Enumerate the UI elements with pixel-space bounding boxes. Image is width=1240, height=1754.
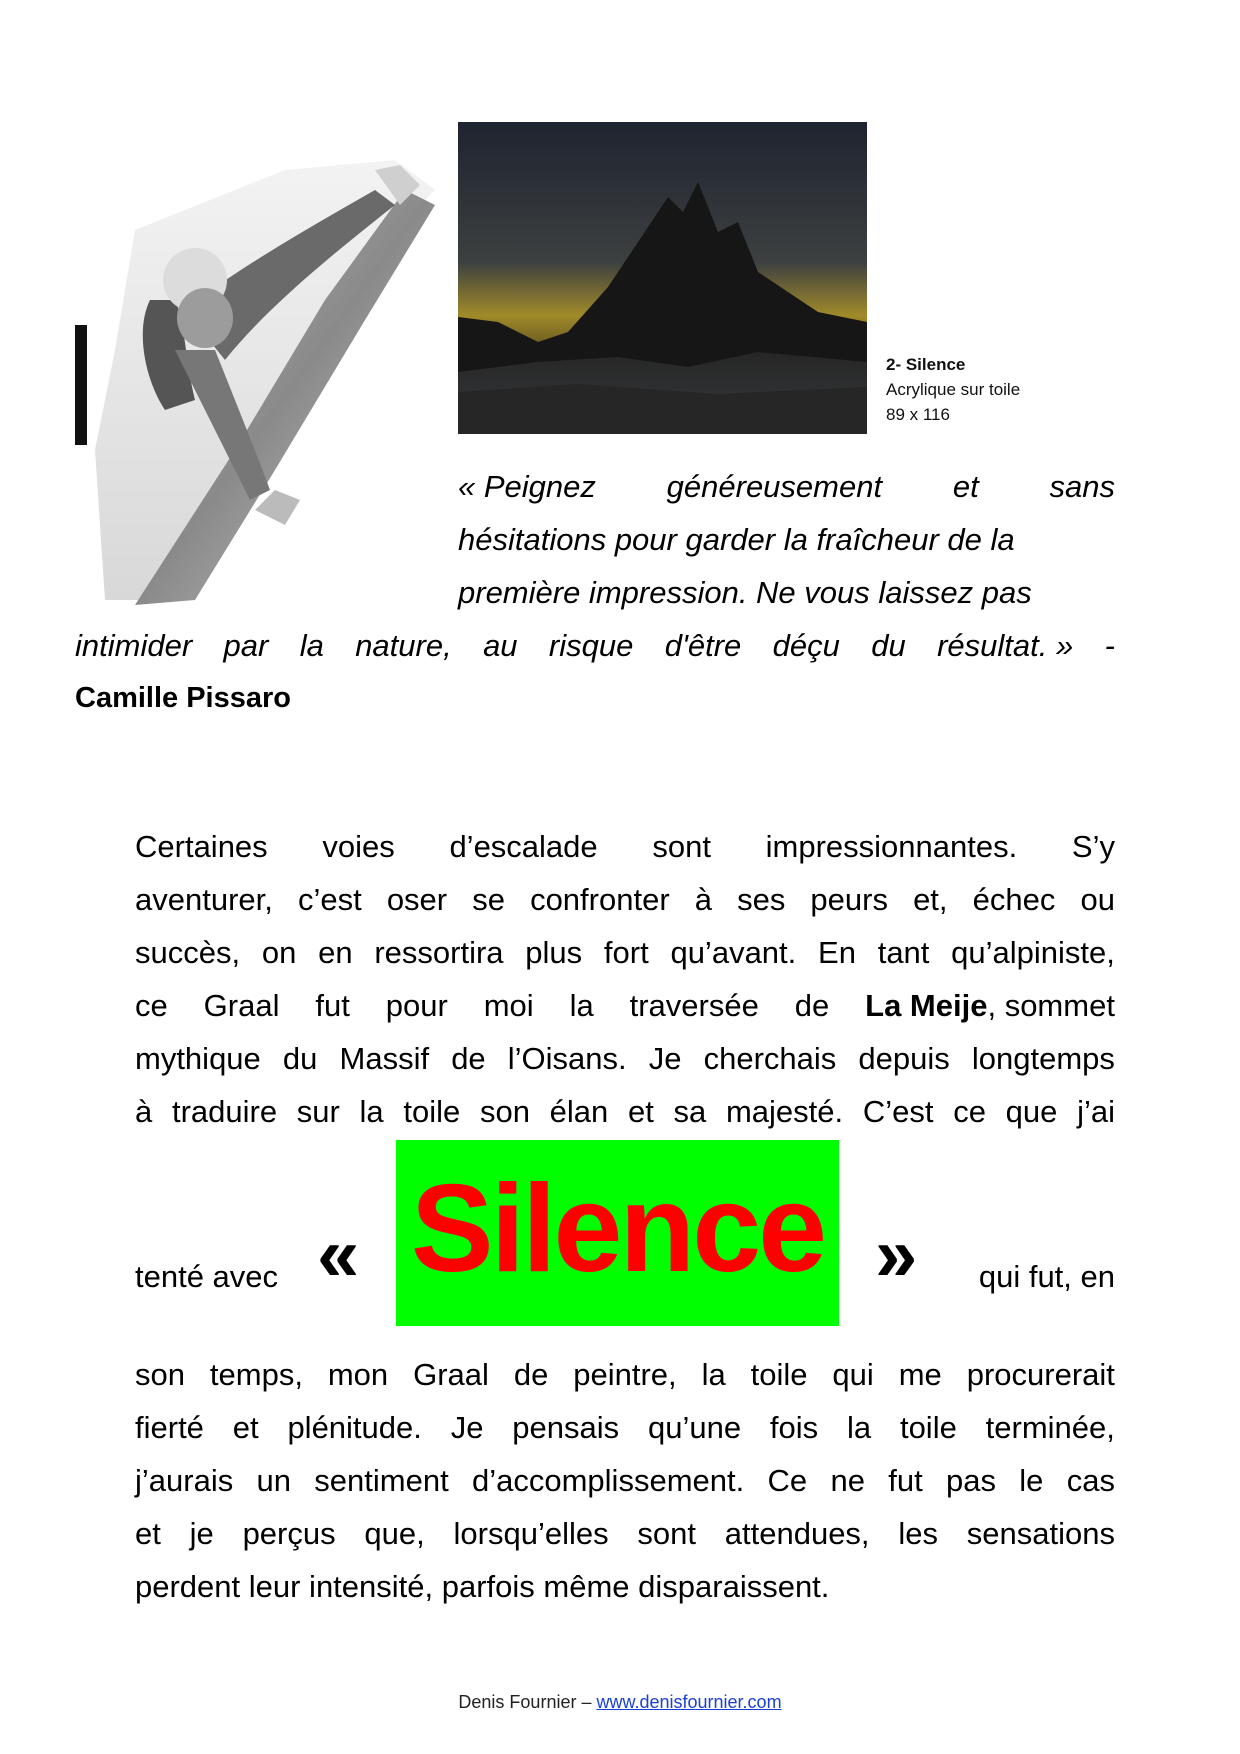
- word: et: [135, 1516, 161, 1551]
- word: qu’une: [647, 1410, 742, 1445]
- word: ou: [1080, 882, 1115, 917]
- word: d'être: [664, 628, 742, 663]
- word: qu’alpiniste,: [951, 935, 1115, 970]
- word: procurerait: [966, 1357, 1115, 1392]
- text-line: [135, 979, 1115, 1032]
- painting-caption: [886, 352, 1020, 427]
- word: et,: [913, 882, 948, 917]
- word: voies: [322, 829, 395, 864]
- quote-author: Camille Pissaro: [75, 682, 291, 714]
- word: fut: [888, 1463, 923, 1498]
- word: fut: [315, 988, 350, 1023]
- silence-line-after: qui fut, en: [978, 1259, 1115, 1294]
- caption-size: 89 x 116: [886, 405, 950, 424]
- word: c’est: [297, 882, 362, 917]
- word: toile: [750, 1357, 808, 1392]
- word: mon: [327, 1357, 389, 1392]
- word: Je: [450, 1410, 484, 1445]
- word: Massif: [339, 1041, 430, 1076]
- word: terminée,: [985, 1410, 1115, 1445]
- word: l’Oisans.: [507, 1041, 627, 1076]
- word: ce: [953, 1094, 986, 1129]
- word: pas: [946, 1463, 996, 1498]
- text-line: [135, 873, 1115, 926]
- word: de: [794, 988, 830, 1023]
- word: je: [189, 1516, 214, 1551]
- word: S’y: [1071, 829, 1115, 864]
- word: la: [701, 1357, 726, 1392]
- word: intimider: [75, 628, 193, 663]
- word: j’ai: [1077, 1094, 1115, 1129]
- word: ressortira: [374, 935, 504, 970]
- painting-silence: [458, 122, 867, 434]
- word: lorsqu’elles: [453, 1516, 609, 1551]
- word: peurs: [810, 882, 888, 917]
- word: j’aurais: [135, 1463, 234, 1498]
- word: Certaines: [135, 829, 268, 864]
- word: perçus: [242, 1516, 336, 1551]
- word: Graal: [413, 1357, 489, 1392]
- word: la: [569, 988, 594, 1023]
- quote-line: [75, 619, 1115, 672]
- word: fort: [603, 935, 649, 970]
- word: confronter: [530, 882, 670, 917]
- word: que,: [364, 1516, 425, 1551]
- silence-line-before: tenté avec: [135, 1259, 279, 1294]
- paragraph-1: [135, 820, 1115, 1138]
- word: C’est: [862, 1094, 934, 1129]
- word: plénitude.: [287, 1410, 422, 1445]
- word: le: [1019, 1463, 1044, 1498]
- word: me: [898, 1357, 942, 1392]
- word: longtemps: [971, 1041, 1115, 1076]
- text-line-last: [135, 1560, 1115, 1613]
- word: nature,: [355, 628, 452, 663]
- word: généreusement: [666, 469, 883, 504]
- word: depuis: [858, 1041, 950, 1076]
- word: traduire: [171, 1094, 278, 1129]
- word: pensais: [512, 1410, 620, 1445]
- word: fierté: [135, 1410, 204, 1445]
- caption-title: 2- Silence: [886, 355, 966, 374]
- word: et: [232, 1410, 259, 1445]
- word: risque: [548, 628, 634, 663]
- word: pour: [385, 988, 448, 1023]
- word: peintre,: [573, 1357, 677, 1392]
- word: son: [479, 1094, 530, 1129]
- word: à: [135, 1094, 153, 1129]
- silence-line: [135, 1140, 1115, 1330]
- word: un: [256, 1463, 291, 1498]
- quote-block: [75, 460, 1115, 725]
- word: on: [261, 935, 297, 970]
- word: oser: [386, 882, 448, 917]
- word: hésitations pour garder la fraîcheur de la: [458, 522, 1015, 557]
- word: en: [318, 935, 353, 970]
- word: sur: [296, 1094, 340, 1129]
- word: les: [898, 1516, 938, 1551]
- word: tant: [877, 935, 930, 970]
- text-line: [135, 1348, 1115, 1401]
- text-line: [135, 1401, 1115, 1454]
- bold-phrase-group: [865, 979, 1115, 1032]
- word: au: [483, 628, 518, 663]
- word: d’escalade: [449, 829, 598, 864]
- word: Graal: [203, 988, 280, 1023]
- word: du: [282, 1041, 318, 1076]
- text-line: [135, 1085, 1115, 1138]
- word: Je: [648, 1041, 682, 1076]
- word: qui: [832, 1357, 874, 1392]
- word: résultat. »: [937, 628, 1074, 663]
- text-line: [135, 1507, 1115, 1560]
- word: se: [472, 882, 505, 917]
- word: qu’avant.: [670, 935, 797, 970]
- caption-medium: Acrylique sur toile: [886, 380, 1021, 399]
- word: la: [299, 628, 324, 663]
- word: plus: [525, 935, 583, 970]
- word: échec: [972, 882, 1056, 917]
- text-line: [135, 1454, 1115, 1507]
- close-quote: »: [875, 1212, 918, 1297]
- quote-line: [458, 566, 1115, 619]
- word: -: [1104, 628, 1115, 663]
- word: Ce: [767, 1463, 808, 1498]
- word: temps,: [209, 1357, 303, 1392]
- word: sont: [637, 1516, 696, 1551]
- word: ce: [135, 988, 168, 1023]
- text-line: [135, 1032, 1115, 1085]
- word: succès,: [135, 935, 241, 970]
- word: sensations: [966, 1516, 1115, 1551]
- word: son: [135, 1357, 185, 1392]
- text-line: [135, 820, 1115, 873]
- word: « Peignez: [458, 469, 596, 504]
- word: fois: [769, 1410, 819, 1445]
- paragraph-2: [135, 1348, 1115, 1613]
- word: sont: [652, 829, 711, 864]
- word: par: [223, 628, 269, 663]
- word: traversée: [629, 988, 759, 1023]
- word: première impression. Ne vous laissez pas: [458, 575, 1032, 610]
- word: que: [1005, 1094, 1058, 1129]
- paragraph-2-last: perdent leur intensité, parfois même disparaissent.: [135, 1569, 830, 1604]
- word: ne: [830, 1463, 865, 1498]
- quote-line: [458, 460, 1115, 513]
- footer-website-link[interactable]: www.denisfournier.com: [596, 1692, 782, 1712]
- word: sentiment: [314, 1463, 449, 1498]
- word: attendues,: [724, 1516, 870, 1551]
- text-line: [135, 926, 1115, 979]
- word: d’accomplissement.: [472, 1463, 745, 1498]
- bold-place-name: La Meije: [865, 988, 988, 1023]
- word: majesté.: [725, 1094, 844, 1129]
- word: impressionnantes.: [765, 829, 1018, 864]
- footer-name: Denis Fournier –: [458, 1692, 592, 1712]
- footer: [0, 1692, 1240, 1713]
- word: , sommet: [987, 988, 1115, 1023]
- word: toile: [899, 1410, 957, 1445]
- word: et: [952, 469, 979, 504]
- word: moi: [483, 988, 534, 1023]
- word: de: [451, 1041, 486, 1076]
- word: du: [871, 628, 906, 663]
- open-quote: «: [317, 1212, 360, 1297]
- word: toile: [403, 1094, 461, 1129]
- word: En: [818, 935, 856, 970]
- word: sa: [673, 1094, 707, 1129]
- word: ses: [737, 882, 786, 917]
- word: cherchais: [703, 1041, 837, 1076]
- silence-highlight: [396, 1140, 839, 1326]
- word: sans: [1049, 469, 1115, 504]
- word: la: [359, 1094, 384, 1129]
- word: la: [846, 1410, 872, 1445]
- quote-line: [458, 513, 1115, 566]
- word: mythique: [135, 1041, 261, 1076]
- word: à: [694, 882, 712, 917]
- word: de: [513, 1357, 549, 1392]
- silence-word: Silence: [410, 1160, 825, 1298]
- word: aventurer,: [135, 882, 273, 917]
- word: déçu: [772, 628, 840, 663]
- word: élan: [549, 1094, 609, 1129]
- word: cas: [1066, 1463, 1115, 1498]
- word: et: [627, 1094, 654, 1129]
